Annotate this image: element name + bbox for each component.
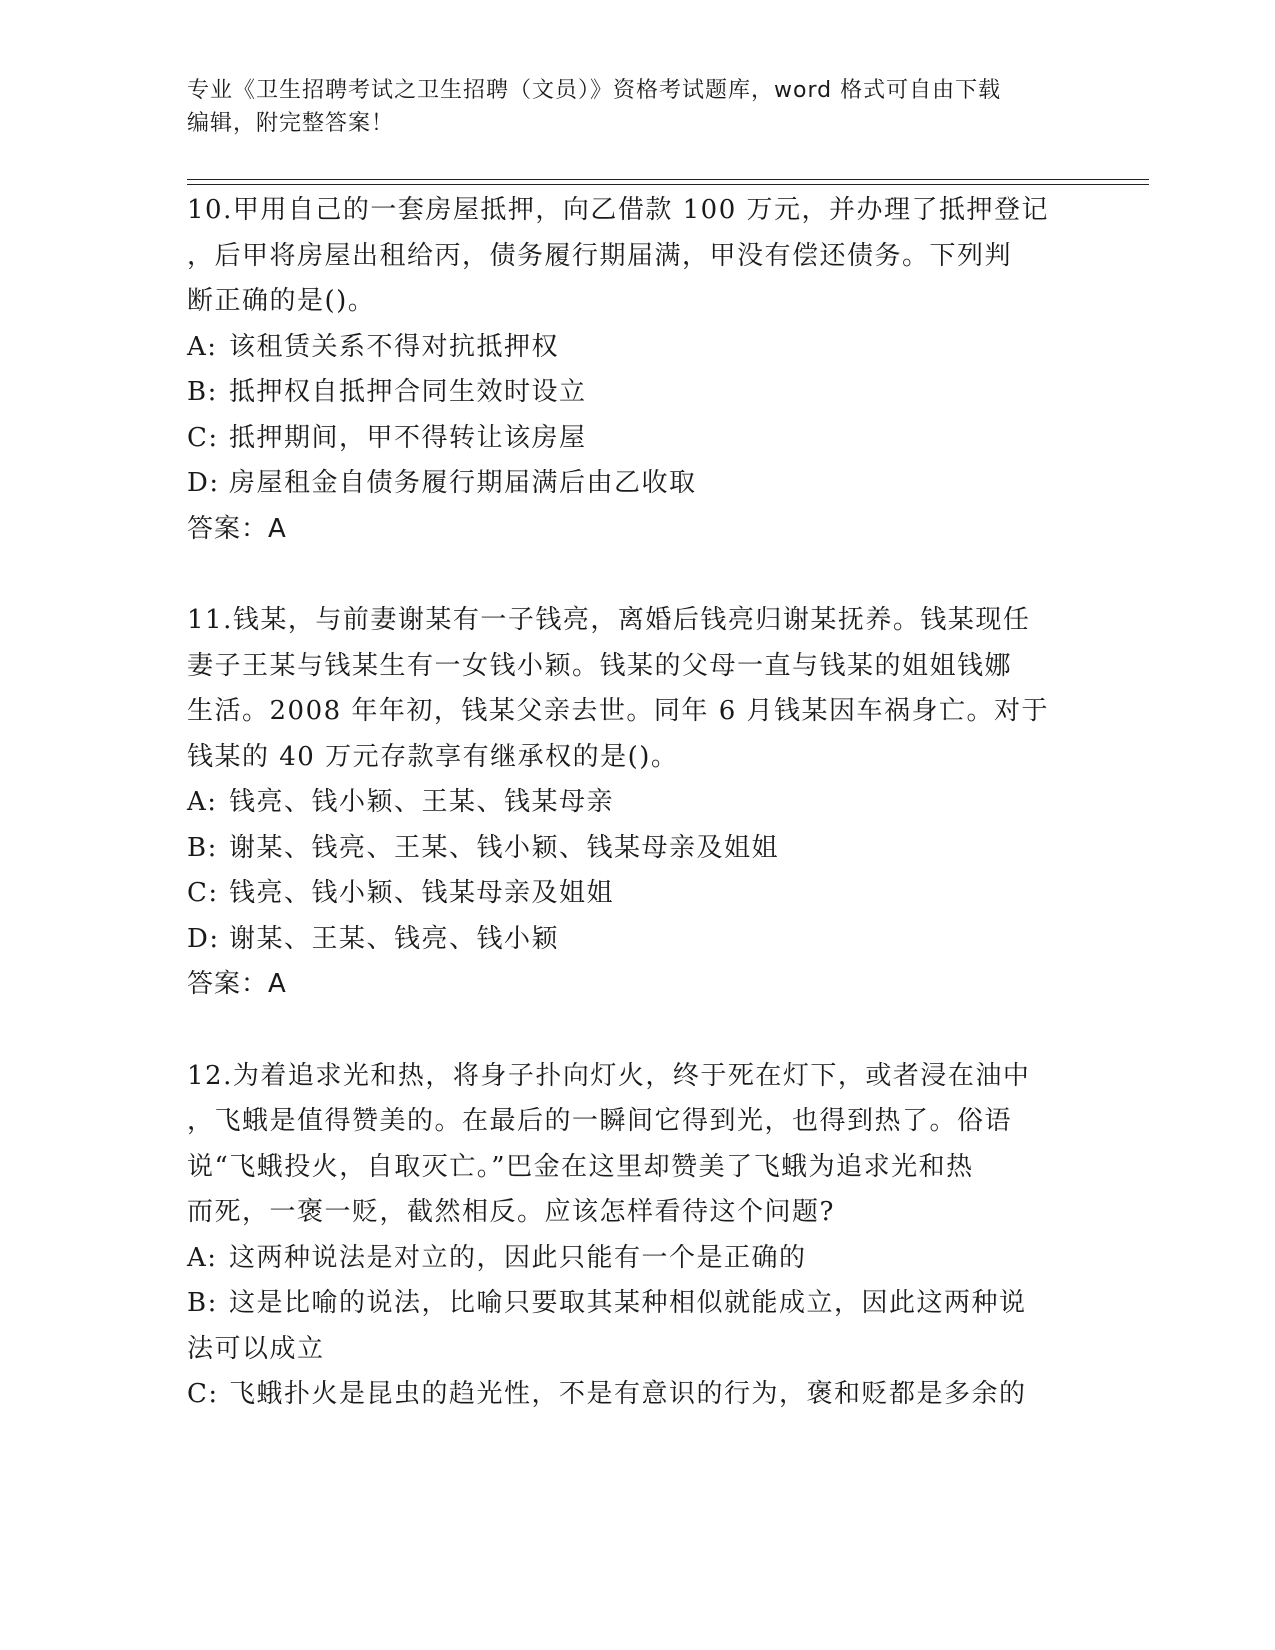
header-divider-top — [187, 179, 1149, 180]
option-text: 抵押权自抵押合同生效时设立 — [229, 377, 587, 407]
option-key: D: — [187, 468, 220, 498]
option-text: 抵押期间，甲不得转让该房屋 — [229, 422, 587, 453]
option-key: D: — [187, 923, 220, 954]
question-text-line: 12.为着追求光和热，将身子扑向灯火，终于死在灯下，或者浸在油中 — [187, 1060, 1031, 1091]
option-key: C: — [187, 878, 219, 908]
question-text-line: 钱某的 40 万元存款享有继承权的是()。 — [187, 741, 679, 772]
option-key: A: — [187, 331, 218, 362]
question-text-line: 生活。2008 年年初，钱某父亲去世。同年 6 月钱某因车祸身亡。对于 — [187, 696, 1050, 726]
option-key: C: — [187, 1379, 219, 1409]
option-c — [187, 416, 1067, 462]
option-key: A: — [187, 1242, 218, 1273]
option-text: 飞蛾扑火是昆虫的趋光性，不是有意识的行为，褒和贬都是多余的 — [229, 1379, 1027, 1409]
question-list — [187, 188, 1067, 1464]
option-b — [187, 1281, 1067, 1327]
option-b-continued: 法可以成立 — [187, 1333, 325, 1364]
answer-line: 答案：A — [187, 969, 287, 999]
option-c — [187, 1372, 1067, 1418]
option-text: 这是比喻的说法，比喻只要取其某种相似就能成立，因此这两种说 — [229, 1288, 1027, 1318]
question-text-line: 10.甲用自己的一套房屋抵押，向乙借款 100 万元，并办理了抵押登记 — [187, 195, 1050, 225]
question-text-line: 断正确的是()。 — [187, 286, 376, 316]
option-text: 钱亮、钱小颖、钱某母亲及姐姐 — [229, 878, 615, 908]
option-key: B: — [187, 832, 218, 863]
option-b — [187, 826, 1067, 872]
header-line-1: 专业《卫生招聘考试之卫生招聘（文员）》资格考试题库，word 格式可自由下载 — [187, 78, 1002, 103]
question-12 — [187, 1054, 1067, 1418]
question-10 — [187, 188, 1067, 552]
header-line-2: 编辑，附完整答案！ — [187, 111, 395, 136]
question-text-line: 妻子王某与钱某生有一女钱小颖。钱某的父母一直与钱某的姐姐钱娜 — [187, 650, 1013, 681]
option-text: 谢某、王某、钱亮、钱小颖 — [229, 923, 560, 954]
option-a — [187, 780, 1067, 826]
option-a — [187, 1236, 1067, 1282]
option-text: 该租赁关系不得对抗抵押权 — [229, 331, 560, 362]
option-key: B: — [187, 377, 218, 407]
option-key: B: — [187, 1288, 218, 1318]
option-d — [187, 917, 1067, 963]
option-key: A: — [187, 787, 218, 817]
header-divider-bottom — [187, 184, 1149, 185]
option-key: C: — [187, 422, 219, 453]
question-text-line: 说“飞蛾投火，自取灭亡。”巴金在这里却赞美了飞蛾为追求光和热 — [187, 1151, 974, 1182]
question-text-line: 而死，一褒一贬，截然相反。应该怎样看待这个问题? — [187, 1197, 835, 1227]
option-d — [187, 461, 1067, 507]
answer-line: 答案：A — [187, 513, 287, 544]
option-b — [187, 370, 1067, 416]
option-text: 房屋租金自债务履行期届满后由乙收取 — [229, 468, 697, 498]
option-c — [187, 871, 1067, 917]
option-text: 谢某、钱亮、王某、钱小颖、钱某母亲及姐姐 — [229, 832, 780, 863]
option-text: 钱亮、钱小颖、王某、钱某母亲 — [229, 787, 615, 817]
question-text-line: 11.钱某，与前妻谢某有一子钱亮，离婚后钱亮归谢某抚养。钱某现任 — [187, 605, 1031, 635]
option-a — [187, 325, 1067, 371]
document-header — [187, 74, 1087, 140]
question-11 — [187, 598, 1067, 1008]
option-text: 这两种说法是对立的，因此只能有一个是正确的 — [229, 1242, 807, 1273]
question-text-line: ，后甲将房屋出租给丙，债务履行期届满，甲没有偿还债务。下列判 — [187, 240, 1013, 271]
question-text-line: ，飞蛾是值得赞美的。在最后的一瞬间它得到光，也得到热了。俗语 — [187, 1106, 1013, 1136]
